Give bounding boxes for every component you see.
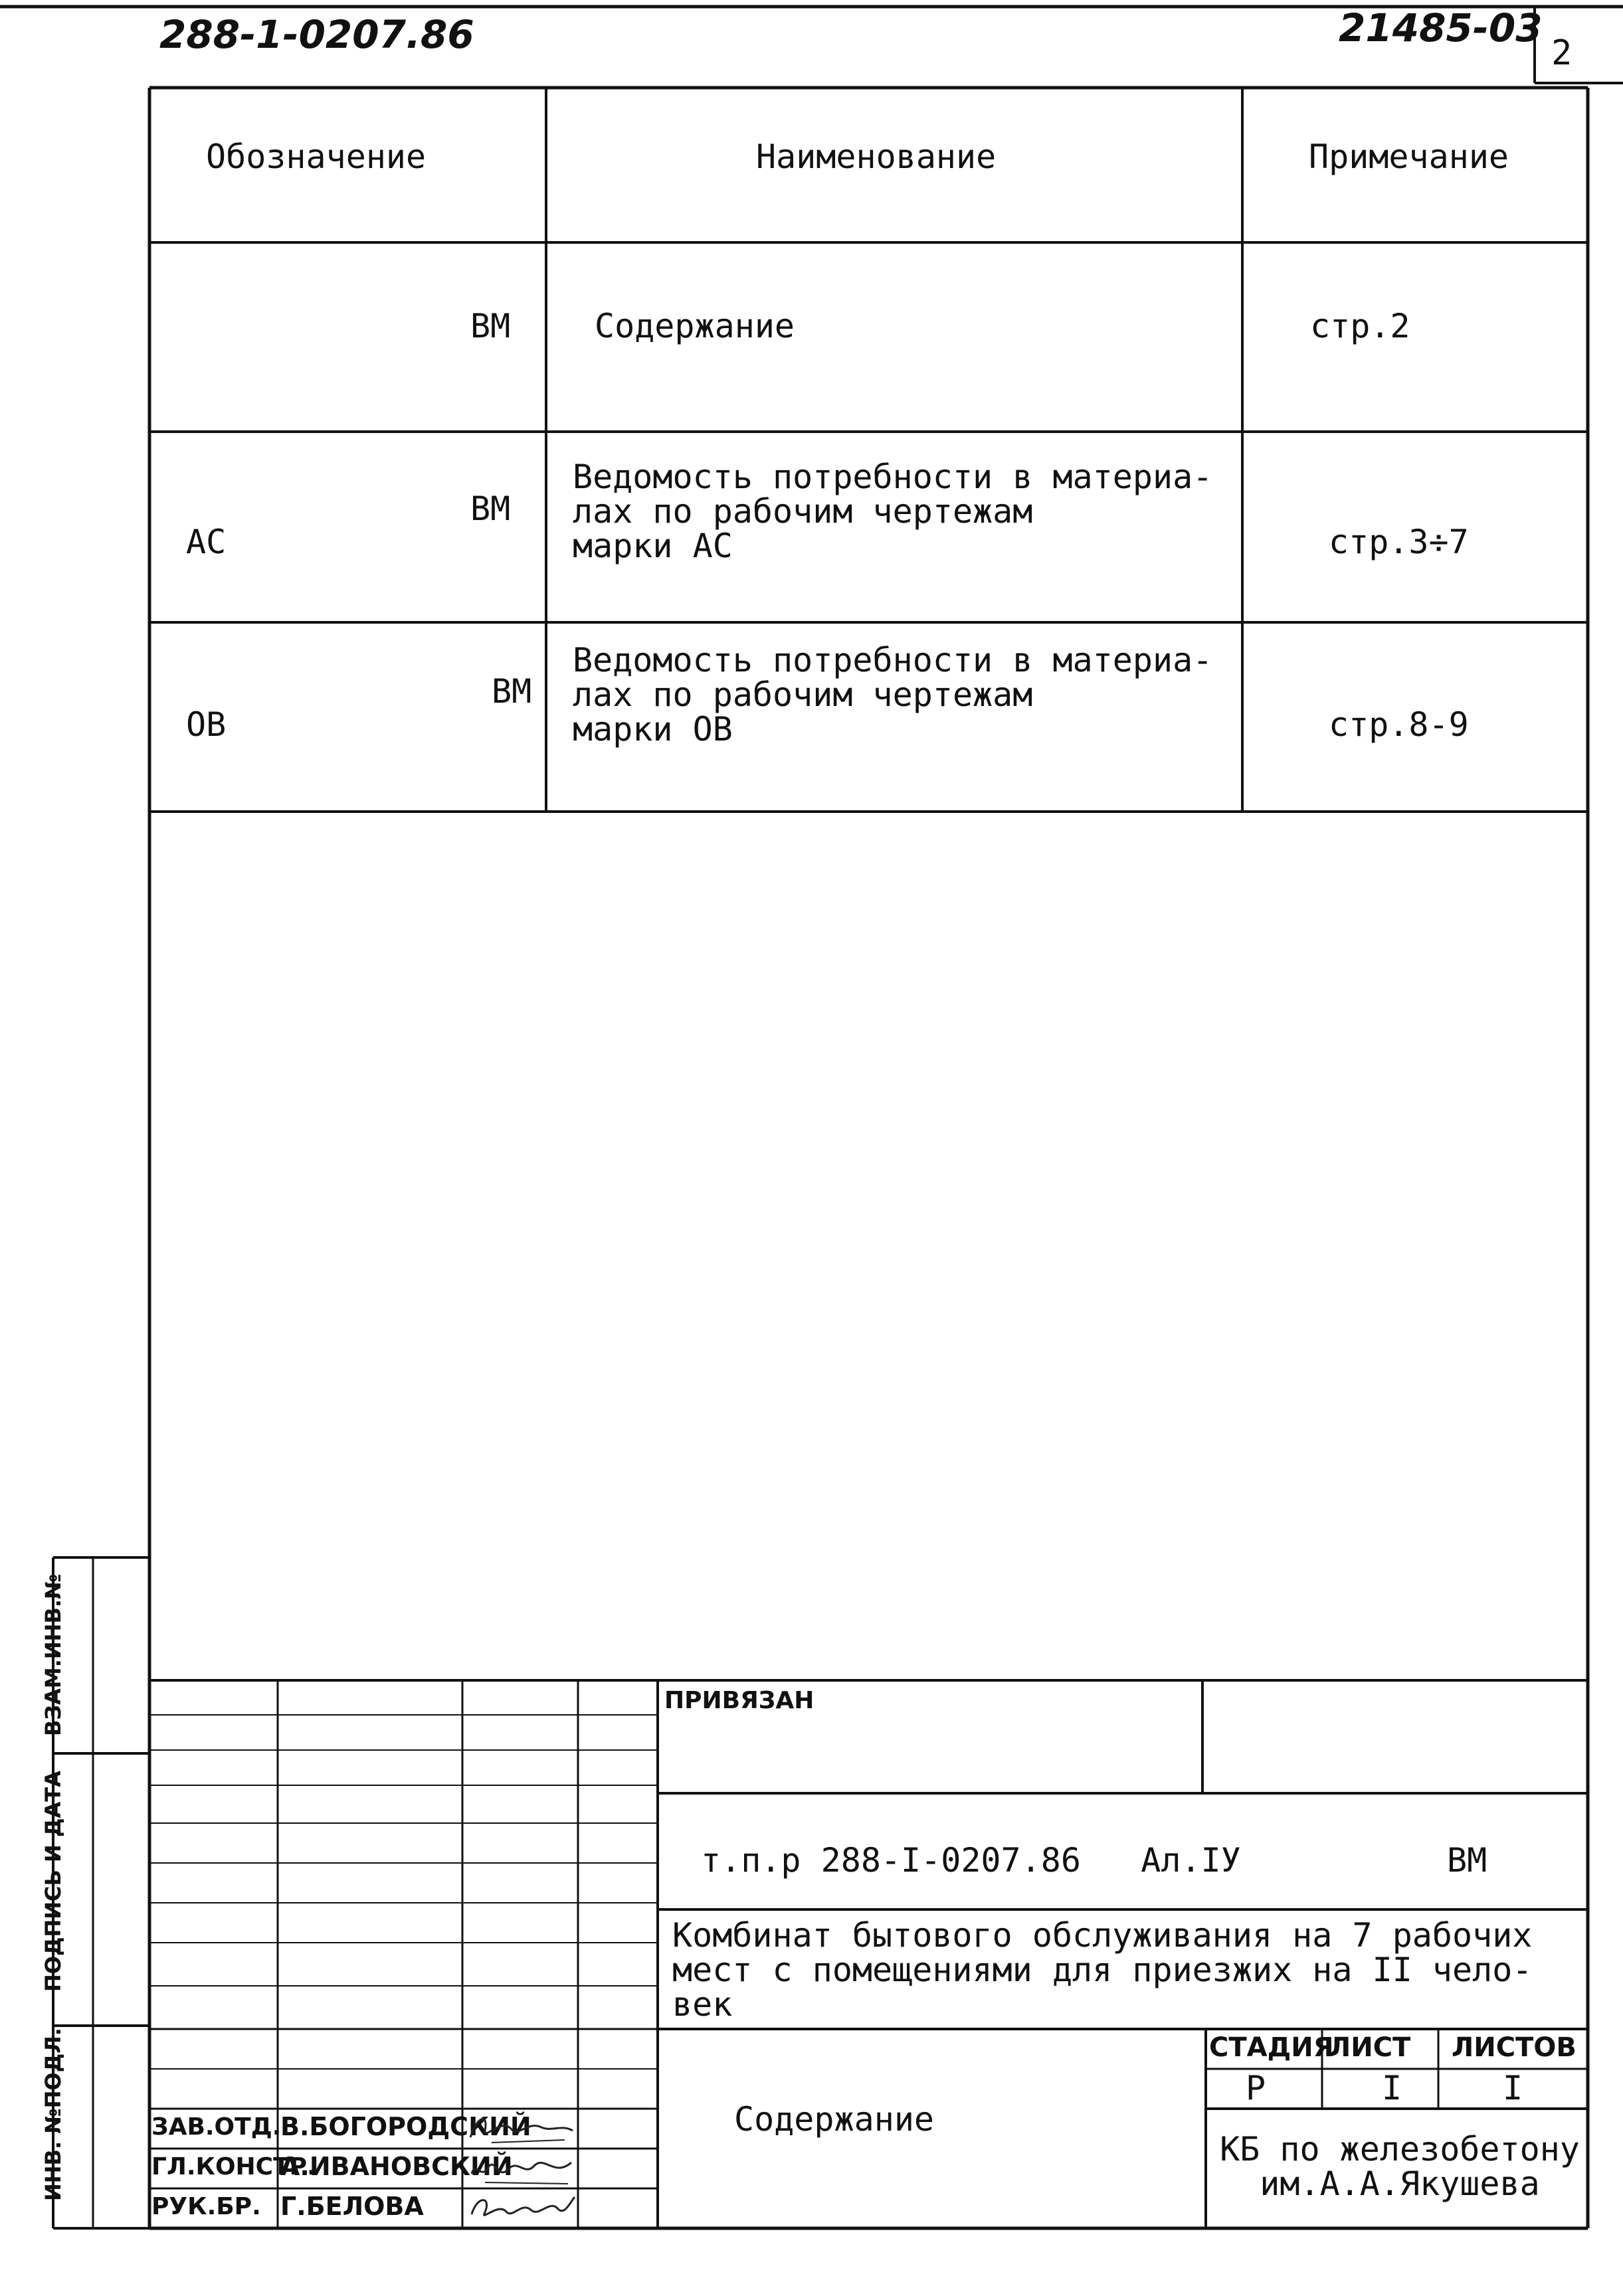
sheet-value: I [1382,2069,1402,2107]
sheets-header: ЛИСТОВ [1452,2032,1576,2063]
bound-label: ПРИВЯЗАН [664,1687,814,1714]
sheet-title: Содержание [734,2100,935,2139]
handwritten-signature [465,2189,578,2226]
document-mark: ВМ [1447,1841,1487,1880]
handwritten-signature [465,2111,578,2148]
side-label-replacement-inventory: ВЗАМ.ИНВ.№ [41,1573,66,1736]
signature-role: ЗАВ.ОТД. [151,2113,282,2141]
row-mark-suffix: ВМ [470,307,511,345]
project-title: Комбинат бытового обслуживания на 7 рабочих мест с помещениями для приезжих на II чело- век [672,1916,1533,2024]
row-note: стр.2 [1310,307,1410,345]
organization: КБ по железобетону им.А.А.Якушева [1220,2130,1580,2203]
row-name: Ведомость потребности в материа- лах по рабочим чертежам марки ОВ [573,641,1213,749]
document-code-top-right: 21485-03 [1339,5,1543,50]
row-mark-suffix: ВМ [470,489,511,528]
row-note: стр.8-9 [1329,705,1469,744]
signature-role: ГЛ.КОНСТР. [151,2153,316,2180]
stage-header: СТАДИЯ [1209,2032,1334,2063]
header-designation: Обозначение [206,137,427,176]
sheet-number: 2 [1551,33,1573,73]
signature-name: Г.БЕЛОВА [280,2192,424,2221]
document-code-top-left: 288-1-0207.86 [159,12,474,57]
handwritten-signature [465,2151,578,2188]
sheets-value: I [1503,2069,1523,2107]
header-name: Наименование [756,137,997,176]
row-note: стр.3÷7 [1329,523,1469,561]
signature-role: РУК.БР. [151,2193,261,2220]
signature-name: В.БОГОРОДСКИЙ [280,2112,531,2141]
header-note: Примечание [1309,137,1509,176]
row-mark: ОВ [186,705,227,744]
row-name: Содержание [595,307,795,345]
row-name: Ведомость потребности в материа- лах по рабочим чертежам марки АС [573,458,1213,565]
side-label-signature-date: ПОДПИСЬ И ДАТА [41,1771,66,1992]
side-label-original-inventory: ИНВ. №ПОДЛ. [41,2028,66,2201]
stage-value: Р [1246,2069,1266,2107]
row-mark-suffix: ВМ [492,672,532,711]
sheet-header: ЛИСТ [1329,2032,1411,2063]
document-code: т.п.р 288-I-0207.86 Ал.IУ [701,1841,1241,1880]
row-mark: АС [186,523,227,561]
signature-name: А.ИВАНОВСКИЙ [280,2152,513,2181]
